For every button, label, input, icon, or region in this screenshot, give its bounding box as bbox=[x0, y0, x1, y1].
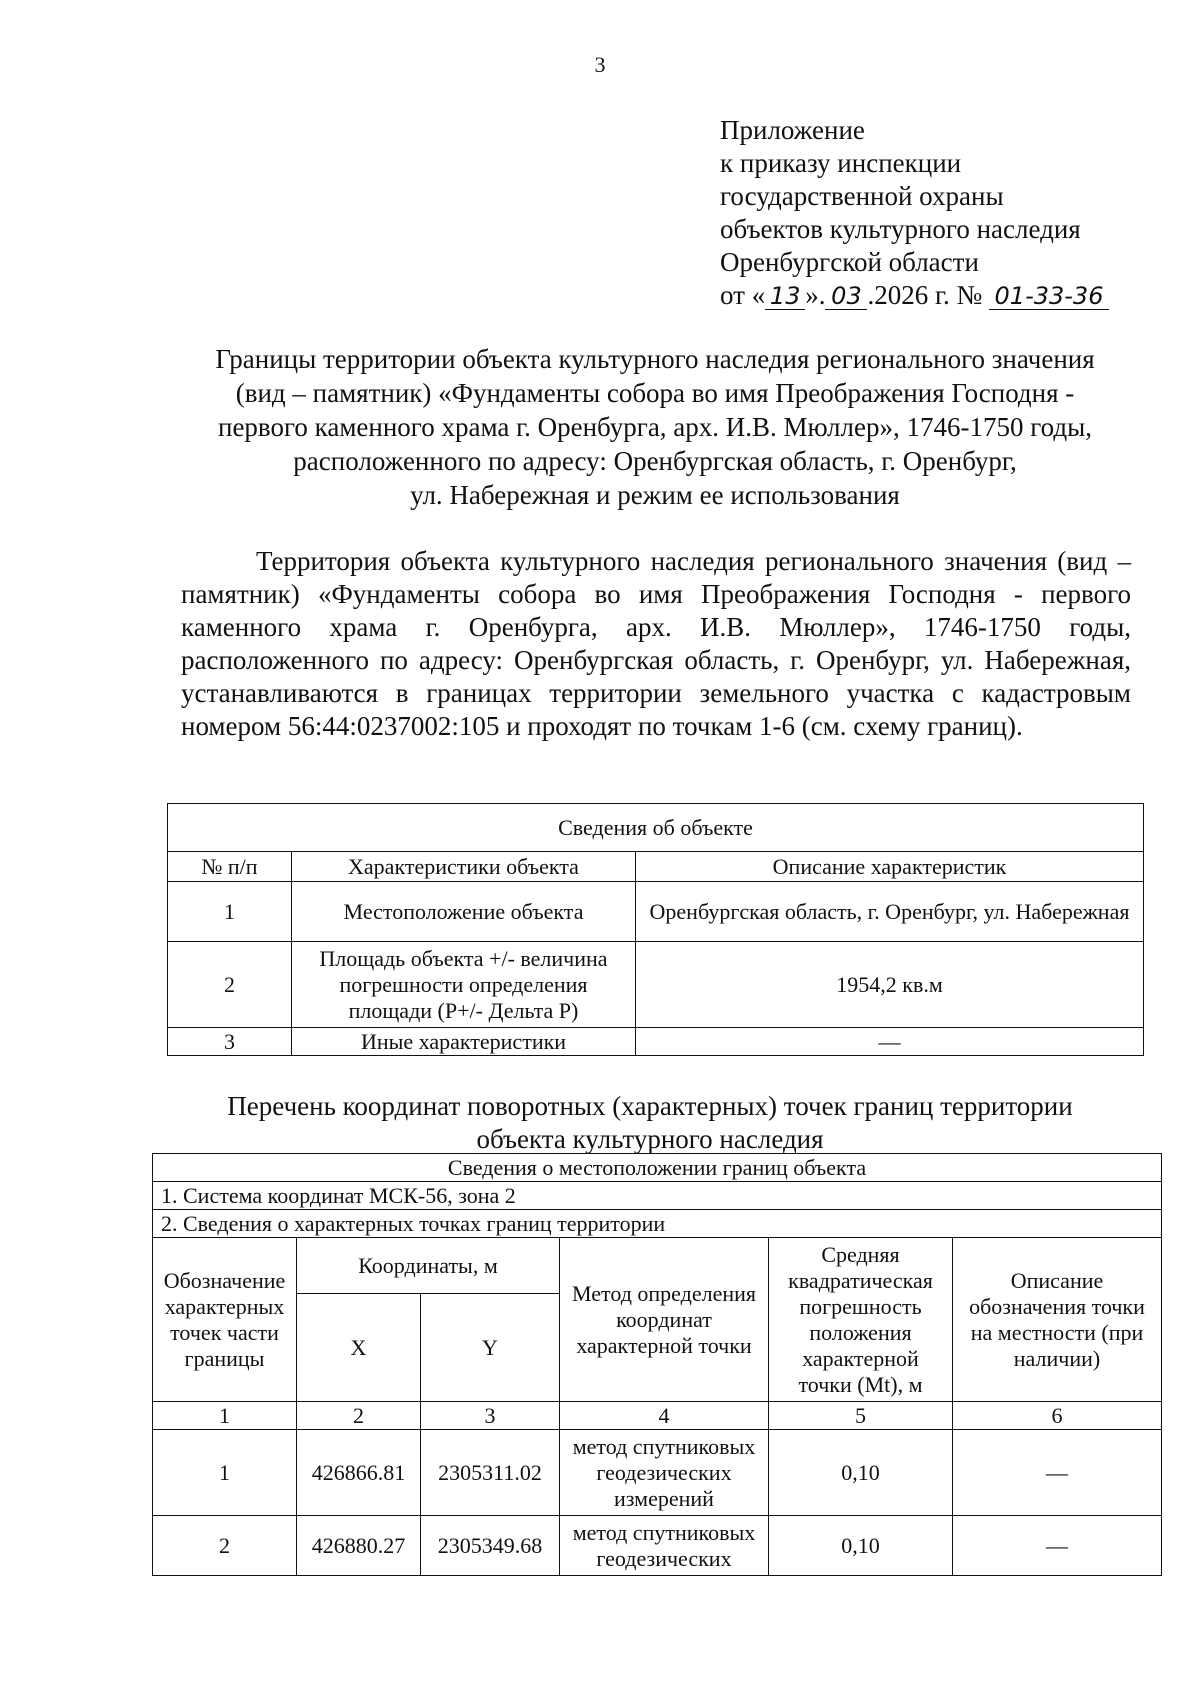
appendix-line: объектов культурного наследия bbox=[720, 214, 1081, 244]
col-y-header: Y bbox=[421, 1294, 560, 1402]
col-number: 2 bbox=[297, 1402, 421, 1430]
table-row bbox=[153, 1516, 1162, 1576]
table-cell: Местоположение объекта bbox=[292, 882, 636, 942]
table-cell: 0,10 bbox=[769, 1516, 953, 1576]
page-number: 3 bbox=[594, 52, 606, 77]
table-cell: — bbox=[953, 1430, 1162, 1516]
table-cell: — bbox=[636, 1028, 1144, 1056]
coords-title-line: Перечень координат поворотных (характерных) точек границ территории bbox=[227, 1091, 1073, 1121]
col-number: 1 bbox=[153, 1402, 297, 1430]
appendix-line: Оренбургской области bbox=[720, 247, 979, 277]
coordinate-system: 1. Система координат МСК-56, зона 2 bbox=[153, 1182, 1162, 1210]
paragraph-text: Территория объекта культурного наследия регионального значения (вид – памятник) «Фундаменты собора во имя Преображения Господня - первого каменного храма г. Оренбурга, арх. И.В. Мюллер», 1746-1750 годы, расположенного по адресу: Оренбургская область, г. Оренбург, ул. Набережная, устанавливаются в границах территории земельного участка с кадастровым номером 56:44:0237002:105 и проходят по точкам 1-6 (см. схему границ). bbox=[181, 546, 1131, 741]
appendix-line: Приложение bbox=[720, 115, 865, 145]
title-line: расположенного по адресу: Оренбургская область, г. Оренбург, bbox=[293, 446, 1017, 476]
table-row bbox=[168, 1028, 1144, 1056]
header-cell: Описание характеристик bbox=[636, 852, 1144, 882]
col-error-header: Средняя квадратическая погрешность положения характерной точки (Mt), м bbox=[769, 1238, 953, 1402]
table-row bbox=[168, 942, 1144, 1028]
table-cell: метод спутниковых геодезических измерений bbox=[560, 1430, 769, 1516]
table-cell: 426866.81 bbox=[297, 1430, 421, 1516]
table-cell: 2 bbox=[168, 942, 292, 1028]
table-cell: 2 bbox=[153, 1516, 297, 1576]
col-number: 6 bbox=[953, 1402, 1162, 1430]
table-cell: 0,10 bbox=[769, 1430, 953, 1516]
order-number: 01-33-36 bbox=[989, 283, 1109, 310]
table-cell: — bbox=[953, 1516, 1162, 1576]
table-cell: Иные характеристики bbox=[292, 1028, 636, 1056]
order-month: 03 bbox=[825, 283, 867, 310]
territory-paragraph bbox=[181, 545, 1131, 743]
table-cell: 1954,2 кв.м bbox=[636, 942, 1144, 1028]
table-cell: метод спутниковых геодезических bbox=[560, 1516, 769, 1576]
title-line: (вид – памятник) «Фундаменты собора во имя Преображения Господня - bbox=[235, 378, 1075, 408]
col-number: 3 bbox=[421, 1402, 560, 1430]
col-coords-header: Координаты, м bbox=[297, 1238, 560, 1294]
table-cell: Оренбургская область, г. Оренбург, ул. Набережная bbox=[636, 882, 1144, 942]
date-prefix: от « bbox=[720, 280, 766, 310]
table-cell: 426880.27 bbox=[297, 1516, 421, 1576]
date-suffix: .2026 г. № bbox=[867, 280, 983, 310]
header-cell: № п/п bbox=[168, 852, 292, 882]
col-desc-header: Описание обозначения точки на местности (при наличии) bbox=[953, 1238, 1162, 1402]
table-cell: 1 bbox=[168, 882, 292, 942]
appendix-line: к приказу инспекции bbox=[720, 148, 962, 178]
title-line: Границы территории объекта культурного наследия регионального значения bbox=[215, 344, 1095, 374]
table-cell: 2305349.68 bbox=[421, 1516, 560, 1576]
col-x-header: X bbox=[297, 1294, 421, 1402]
object-info-table bbox=[167, 803, 1144, 1056]
table-cell: Площадь объекта +/- величина погрешности определения площади (Р+/- Дельта Р) bbox=[292, 942, 636, 1028]
appendix-line: государственной охраны bbox=[720, 181, 1004, 211]
order-day: 13 bbox=[765, 283, 805, 310]
coords-title bbox=[150, 1090, 1150, 1156]
date-mid: ». bbox=[805, 280, 826, 310]
object-table-caption: Сведения об объекте bbox=[168, 804, 1144, 852]
col-method-header: Метод определения координат характерной точки bbox=[560, 1238, 769, 1402]
table-row bbox=[168, 882, 1144, 942]
coords-title-line: объекта культурного наследия bbox=[476, 1124, 824, 1154]
table-cell: 3 bbox=[168, 1028, 292, 1056]
title-line: первого каменного храма г. Оренбурга, арх. И.В. Мюллер», 1746-1750 годы, bbox=[218, 412, 1092, 442]
coordinates-table bbox=[152, 1153, 1162, 1576]
col-point-header: Обозначение характерных точек части границы bbox=[153, 1238, 297, 1402]
coords-table-caption: Сведения о местоположении границ объекта bbox=[153, 1154, 1162, 1182]
header-cell: Характеристики объекта bbox=[292, 852, 636, 882]
table-cell: 1 bbox=[153, 1430, 297, 1516]
title-line: ул. Набережная и режим ее использования bbox=[410, 480, 900, 510]
col-number: 4 bbox=[560, 1402, 769, 1430]
appendix-date-line bbox=[720, 279, 1109, 312]
col-number: 5 bbox=[769, 1402, 953, 1430]
document-title bbox=[170, 342, 1140, 512]
appendix-block bbox=[720, 114, 1109, 312]
table-row bbox=[153, 1430, 1162, 1516]
table-cell: 2305311.02 bbox=[421, 1430, 560, 1516]
points-section: 2. Сведения о характерных точках границ территории bbox=[153, 1210, 1162, 1238]
